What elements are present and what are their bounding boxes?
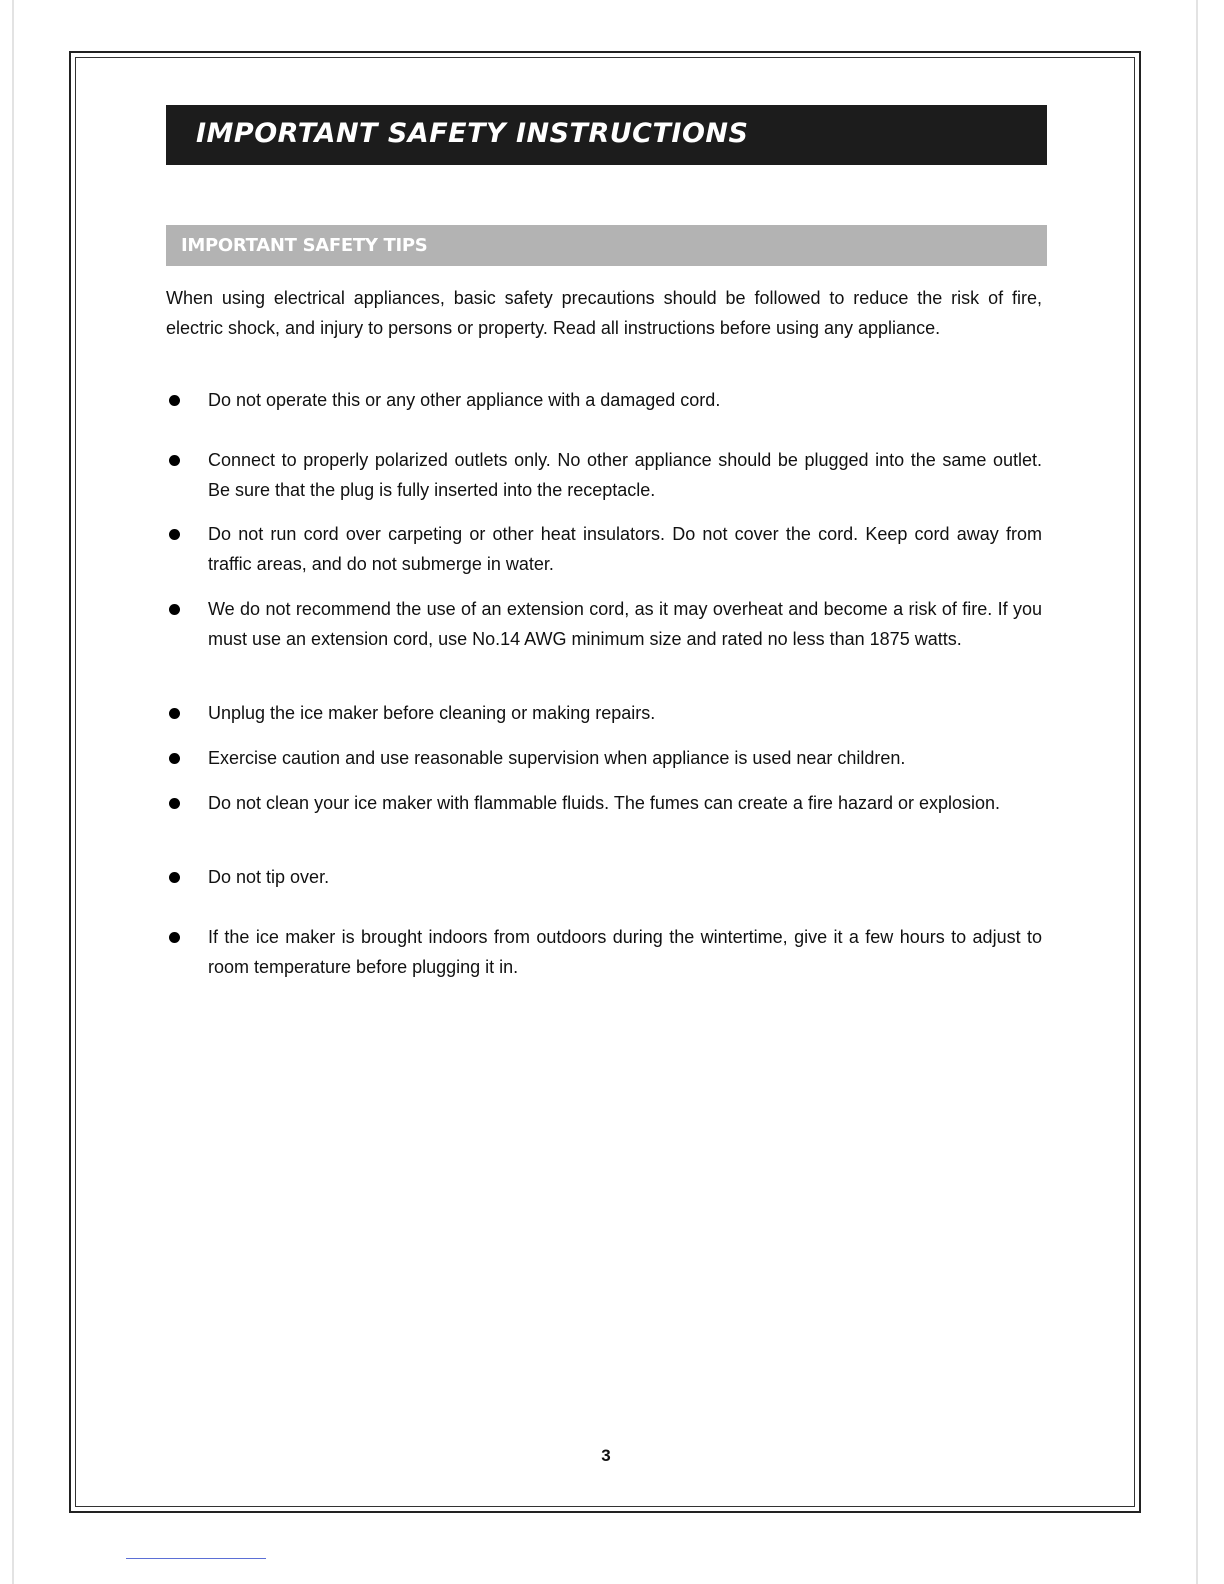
- bullet-item: [166, 922, 1042, 982]
- bullet-text: Do not run cord over carpeting or other heat insulators. Do not cover the cord. Keep cord away from traffic areas, and do not submerge in water.: [208, 524, 1042, 574]
- bullet-dot: [169, 798, 180, 809]
- bullet-text: If the ice maker is brought indoors from outdoors during the wintertime, give it a few hours to adjust to room temperature before plugging it in.: [208, 927, 1042, 977]
- page-title: IMPORTANT SAFETY INSTRUCTIONS: [196, 118, 749, 149]
- page-edge-right: [1196, 0, 1198, 1584]
- footer-rule: [126, 1558, 266, 1559]
- bullet-text: Exercise caution and use reasonable supervision when appliance is used near children.: [208, 748, 906, 768]
- bullet-item: [166, 788, 1042, 818]
- bullet-dot: [169, 872, 180, 883]
- bullet-dot: [169, 455, 180, 466]
- bullet-item: [166, 594, 1042, 654]
- bullet-text: Unplug the ice maker before cleaning or making repairs.: [208, 703, 656, 723]
- bullet-text: Connect to properly polarized outlets only. No other appliance should be plugged into the same outlet. Be sure that the plug is fully inserted into the receptacle.: [208, 450, 1042, 500]
- page-border-inner: [75, 57, 1135, 1507]
- bullet-item: [166, 445, 1042, 505]
- bullet-dot: [169, 395, 180, 406]
- bullet-text: Do not operate this or any other appliance with a damaged cord.: [208, 390, 721, 410]
- bullet-dot: [169, 604, 180, 615]
- page-number: 3: [601, 1446, 611, 1465]
- intro-paragraph: When using electrical appliances, basic safety precautions should be followed to reduce the risk of fire, electric shock, and injury to persons or property. Read all instructions before using any appliance.: [166, 288, 1042, 338]
- bullet-item: [166, 743, 1042, 773]
- title-banner: [166, 105, 1047, 165]
- bullet-dot: [169, 932, 180, 943]
- page-edge-left: [12, 0, 14, 1584]
- bullet-dot: [169, 753, 180, 764]
- bullet-dot: [169, 708, 180, 719]
- bullet-text: Do not clean your ice maker with flammable fluids. The fumes can create a fire hazard or explosion.: [208, 793, 1001, 813]
- bullet-item: [166, 698, 1042, 728]
- bullet-item: [166, 862, 1042, 892]
- bullet-text: Do not tip over.: [208, 867, 330, 887]
- bullet-dot: [169, 529, 180, 540]
- bullet-item: [166, 519, 1042, 579]
- section-heading-banner: [166, 225, 1047, 266]
- bullet-text: We do not recommend the use of an extension cord, as it may overheat and become a risk of fire. If you must use an extension cord, use No.14 AWG minimum size and rated no less than 1875 watts.: [208, 599, 1042, 649]
- section-heading: IMPORTANT SAFETY TIPS: [181, 235, 428, 256]
- bullet-item: [166, 385, 1042, 415]
